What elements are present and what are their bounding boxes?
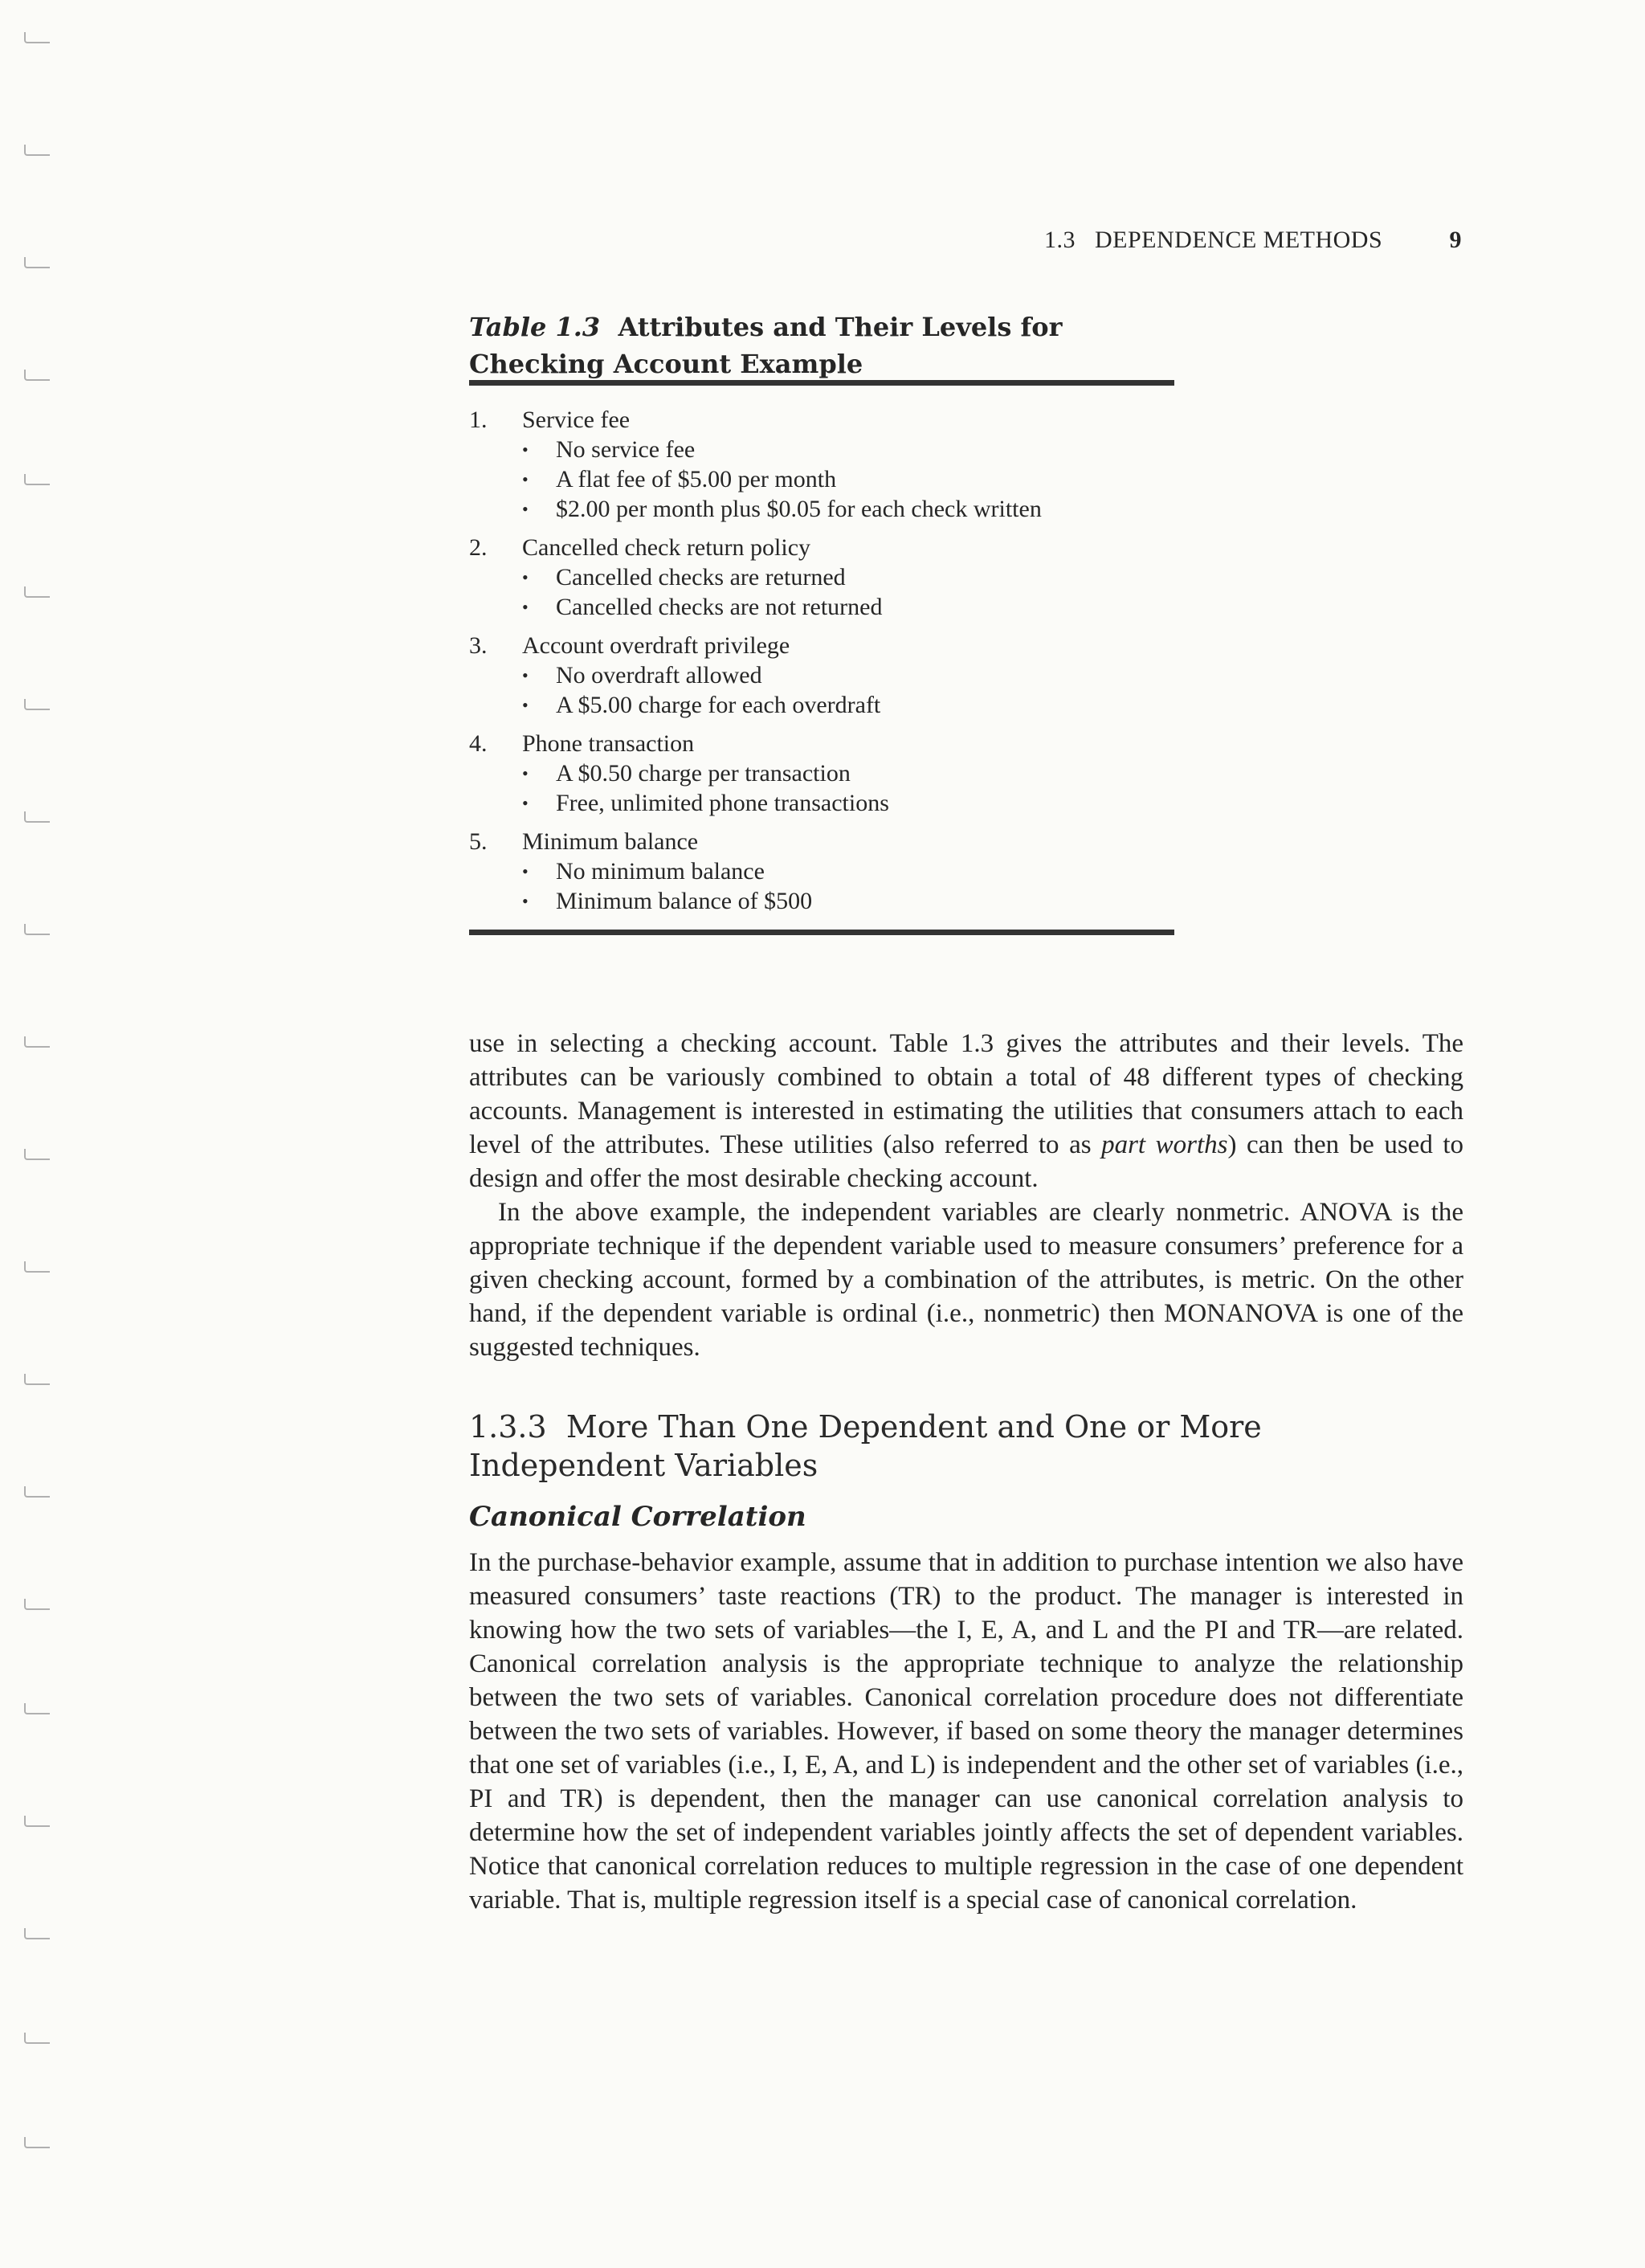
edge-mark	[24, 1599, 50, 1610]
paragraph: use in selecting a checking account. Table 1.3 gives the attributes and their levels. The attributes can be variously combined to obtain a total of 48 different types of checking accounts. Management is interested in estimating the utilities that consumers attach to each level of the attributes. These utilities (also referred to as part worths) can then be used to design and offer the most desirable checking account.	[469, 1029, 1464, 1193]
bullet-icon: •	[522, 468, 529, 489]
attribute-number: 4.	[469, 729, 488, 757]
bullet-icon: •	[522, 762, 529, 783]
table-caption	[469, 309, 1176, 382]
attribute-number: 1.	[469, 406, 488, 433]
attribute-row	[469, 827, 1176, 856]
level-text: Cancelled checks are not returned	[556, 593, 883, 620]
table-attribute	[469, 533, 1176, 622]
edge-mark	[24, 2137, 50, 2148]
level-text: Free, unlimited phone transactions	[556, 789, 889, 816]
attribute-label: Cancelled check return policy	[522, 533, 811, 561]
bullet-icon: •	[522, 890, 529, 911]
edge-mark	[24, 1928, 50, 1939]
bullet-icon: •	[522, 694, 529, 715]
bullet-icon: •	[522, 792, 529, 813]
section-title-line2: Independent Variables	[469, 1448, 818, 1483]
attribute-row	[469, 631, 1176, 660]
attribute-number: 2.	[469, 533, 488, 561]
level-text: Minimum balance of $500	[556, 887, 813, 914]
edge-mark	[24, 586, 50, 598]
attribute-row	[469, 729, 1176, 758]
level-text: $2.00 per month plus $0.05 for each check written	[556, 495, 1042, 522]
section-heading	[469, 1408, 1433, 1485]
attribute-level	[469, 592, 1176, 622]
attribute-level	[469, 758, 1176, 788]
section-title-line1: More Than One Dependent and One or More	[565, 1409, 1262, 1445]
table-attribute	[469, 631, 1176, 720]
edge-mark	[24, 1374, 50, 1385]
table-title: Attributes and Their Levels for Checking Account Example	[469, 312, 1063, 379]
attribute-level	[469, 690, 1176, 720]
attribute-label: Account overdraft privilege	[522, 631, 790, 659]
bullet-icon: •	[522, 566, 529, 587]
attribute-label: Minimum balance	[522, 828, 699, 855]
subsection-heading: Canonical Correlation	[469, 1501, 806, 1533]
edge-mark	[24, 474, 50, 485]
level-text: Cancelled checks are returned	[556, 563, 846, 590]
paragraph: In the above example, the independent variables are clearly nonmetric. ANOVA is the appropriate technique if the dependent variable used to measure consumers’ preference for a given checking account, formed by a combination of the attributes, is metric. On the other hand, if the dependent variable is ordinal (i.e., nonmetric) then MONANOVA is one of the suggested techniques.	[469, 1198, 1463, 1362]
edge-mark	[24, 1486, 50, 1498]
edge-mark	[24, 370, 50, 381]
edge-mark	[24, 1703, 50, 1714]
edge-mark	[24, 1261, 50, 1273]
attribute-level	[469, 660, 1176, 690]
bullet-icon: •	[522, 498, 529, 519]
attribute-level	[469, 788, 1176, 818]
running-head-section: 1.3 DEPENDENCE METHODS	[1044, 227, 1383, 253]
level-text: A $5.00 charge for each overdraft	[556, 691, 881, 718]
level-text: No service fee	[556, 435, 696, 463]
attribute-row	[469, 405, 1176, 435]
bullet-icon: •	[522, 664, 529, 685]
table-attribute	[469, 405, 1176, 524]
section-number: 1.3.3	[469, 1409, 547, 1445]
edge-mark	[24, 32, 50, 43]
attribute-table	[469, 405, 1176, 925]
body-text-upper	[469, 1027, 1463, 1364]
level-text: No minimum balance	[556, 857, 765, 885]
edge-mark	[24, 257, 50, 268]
bullet-icon: •	[522, 439, 529, 460]
emphasis-part-worths: part worths	[1101, 1130, 1228, 1159]
attribute-label: Phone transaction	[522, 729, 695, 757]
attribute-row	[469, 533, 1176, 562]
attribute-level	[469, 886, 1176, 916]
attribute-level	[469, 856, 1176, 886]
attribute-level	[469, 435, 1176, 464]
level-text: No overdraft allowed	[556, 661, 762, 689]
bullet-icon: •	[522, 860, 529, 881]
table-bottom-rule	[469, 930, 1174, 935]
table-attribute	[469, 729, 1176, 818]
attribute-number: 3.	[469, 631, 488, 659]
bullet-icon: •	[522, 596, 529, 617]
level-text: A flat fee of $5.00 per month	[556, 465, 837, 492]
table-top-rule	[469, 380, 1174, 386]
edge-mark	[24, 145, 50, 156]
table-attribute	[469, 827, 1176, 916]
attribute-number: 5.	[469, 828, 488, 855]
edge-mark	[24, 1816, 50, 1827]
edge-mark	[24, 1149, 50, 1160]
level-text: A $0.50 charge per transaction	[556, 759, 851, 787]
edge-mark	[24, 811, 50, 823]
body-text-lower	[469, 1546, 1463, 1917]
table-number: Table 1.3	[469, 312, 601, 342]
paragraph: In the purchase-behavior example, assume that in addition to purchase intention we also have measured consumers’ taste reactions (TR) to the product. The manager is interested in knowing how the two sets of variables—the I, E, A, and L and the PI and TR—are related. Canonical correlation analysis is the appropriate technique to analyze the relationship between the two sets of variables. Canonical correlation procedure does not differentiate between the two sets of variables. However, if based on some theory the manager determines that one set of variables (i.e., I, E, A, and L) is independent and the other set of variables (i.e., PI and TR) is dependent, then the manager can use canonical correlation analysis to determine how the set of independent variables jointly affects the set of dependent variables. Notice that canonical correlation reduces to multiple regression in the case of one dependent variable. That is, multiple regression itself is a special case of canonical correlation.	[469, 1548, 1463, 1915]
edge-mark	[24, 2033, 50, 2044]
attribute-level	[469, 464, 1176, 494]
running-header	[1044, 227, 1462, 254]
edge-mark	[24, 1036, 50, 1048]
attribute-label: Service fee	[522, 406, 631, 433]
page-number: 9	[1449, 227, 1462, 253]
attribute-level	[469, 562, 1176, 592]
attribute-level	[469, 494, 1176, 524]
edge-mark	[24, 699, 50, 710]
edge-mark	[24, 924, 50, 935]
